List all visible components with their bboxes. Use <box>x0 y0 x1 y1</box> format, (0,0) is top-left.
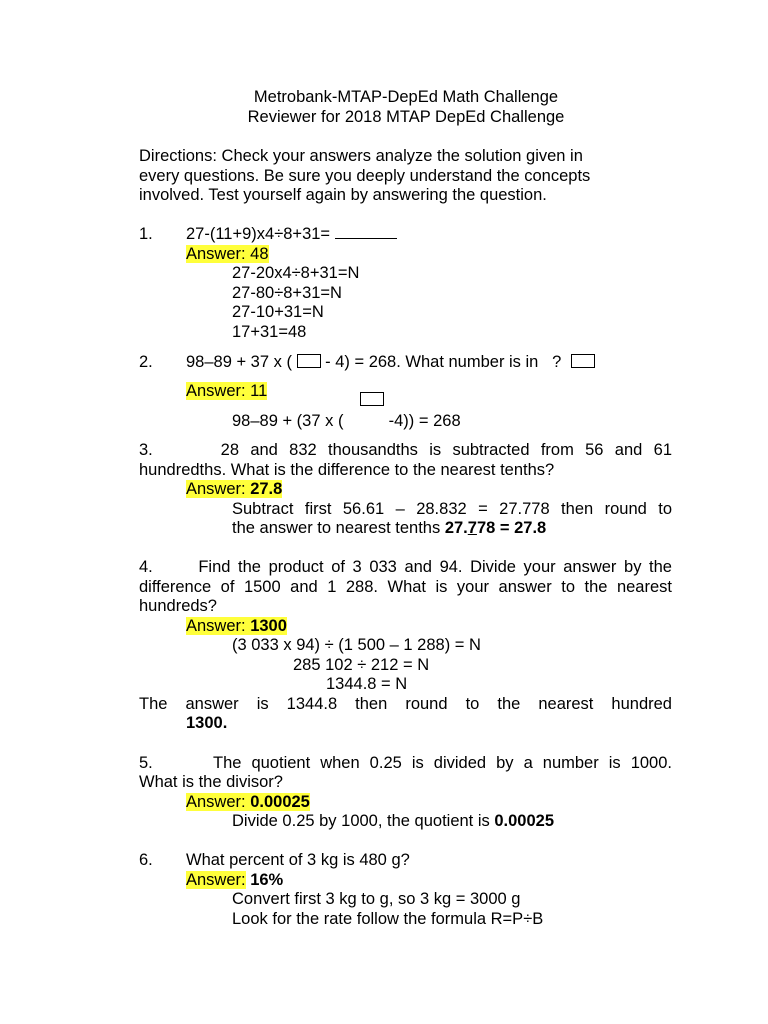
q2-step-b: -4)) = 268 <box>388 412 461 430</box>
q2-step <box>232 411 461 431</box>
answer-blank <box>335 224 397 239</box>
q4-line-2: difference of 1500 and 1 288. What is your answer to the nearest <box>139 578 672 596</box>
q3-step-2-result: 27.778 = 27.8 <box>444 519 547 537</box>
q3-step-1: Subtract first 56.61 – 28.832 = 27.778 then round to <box>232 500 672 518</box>
q4-step-3: 1344.8 = N <box>326 675 408 693</box>
q3-number: 3. <box>139 441 153 459</box>
q5-step: Divide 0.25 by 1000, the quotient is 0.00025 <box>232 812 555 830</box>
q1-step-1: 27-20x4÷8+31=N <box>232 264 360 282</box>
q5-text-1: The quotient when 0.25 is divided by a number is 1000. <box>212 754 672 772</box>
q2-text-c: ? <box>552 353 562 371</box>
q4-conclusion-value: 1300. <box>186 714 228 732</box>
q6-step-2: Look for the rate follow the formula R=P÷B <box>232 910 544 928</box>
q3-answer-highlight: Answer: 27.8 <box>186 480 283 498</box>
directions-line-1: Directions: Check your answers analyze the solution given in <box>139 147 583 165</box>
q2-answer <box>186 381 267 401</box>
unknown-box <box>360 392 384 406</box>
document-subtitle: Reviewer for 2018 MTAP DepEd Challenge <box>247 108 565 126</box>
q4-line-3: hundreds? <box>139 597 217 615</box>
q2-step-a: 98–89 + (37 x ( <box>232 412 344 430</box>
q6-step-1: Convert first 3 kg to g, so 3 kg = 3000 g <box>232 890 521 908</box>
q2-text-a: 98–89 + 37 x ( <box>186 353 292 371</box>
unknown-box <box>571 354 595 368</box>
directions-line-2: every questions. Be sure you deeply understand the concepts <box>139 167 591 185</box>
q5-answer-highlight: Answer: 0.00025 <box>186 793 310 811</box>
q4-text-1: Find the product of 3 033 and 94. Divide your answer by the <box>198 558 672 576</box>
q4-answer <box>186 616 287 636</box>
q5-number: 5. <box>139 754 153 772</box>
q4-step-2: 285 102 ÷ 212 = N <box>293 656 430 674</box>
q2-answer-highlight: Answer: 11 <box>186 382 268 400</box>
q3-line-2: hundredths. What is the difference to the nearest tenths? <box>139 461 555 479</box>
q4-line-1 <box>139 557 672 577</box>
q1-answer-highlight: Answer: 48 <box>186 245 269 263</box>
q1-step-2: 27-80÷8+31=N <box>232 284 342 302</box>
q3-line-1 <box>139 440 672 460</box>
q4-number: 4. <box>139 558 153 576</box>
q4-answer-highlight: Answer: 1300 <box>186 617 287 635</box>
q3-step-2 <box>232 518 546 538</box>
q2-number: 2. <box>139 353 153 371</box>
q6-answer-highlight: Answer: <box>186 871 246 889</box>
q5-line-1 <box>139 753 672 773</box>
document-title: Metrobank-MTAP-DepEd Math Challenge <box>253 88 559 106</box>
q4-step-1: (3 033 x 94) ÷ (1 500 – 1 288) = N <box>232 636 481 654</box>
q3-answer <box>186 479 282 499</box>
directions-line-3: involved. Test yourself again by answering the question. <box>139 186 547 204</box>
q3-step-2-text: the answer to nearest tenths <box>232 519 441 537</box>
q3-text-1: 28 and 832 thousandths is subtracted from 56 and 61 <box>220 441 672 459</box>
q5-answer <box>186 792 310 812</box>
q4-conclusion: The answer is 1344.8 then round to the nearest hundred <box>139 695 672 713</box>
q6-question: What percent of 3 kg is 480 g? <box>186 851 410 869</box>
q1-number: 1. <box>139 225 153 243</box>
q1-step-3: 27-10+31=N <box>232 303 324 321</box>
unknown-box <box>297 354 321 368</box>
q2-question <box>186 352 595 372</box>
q2-step-box <box>360 390 384 410</box>
q1-step-4: 17+31=48 <box>232 323 307 341</box>
q6-number: 6. <box>139 851 153 869</box>
q2-text-b: - 4) = 268. What number is in <box>325 353 539 371</box>
q5-line-2: What is the divisor? <box>139 773 283 791</box>
q1-answer <box>186 244 269 264</box>
q6-answer: Answer: 16% <box>186 871 284 889</box>
q1-text: 27-(11+9)x4÷8+31= <box>186 225 331 243</box>
q1-question <box>186 224 397 244</box>
